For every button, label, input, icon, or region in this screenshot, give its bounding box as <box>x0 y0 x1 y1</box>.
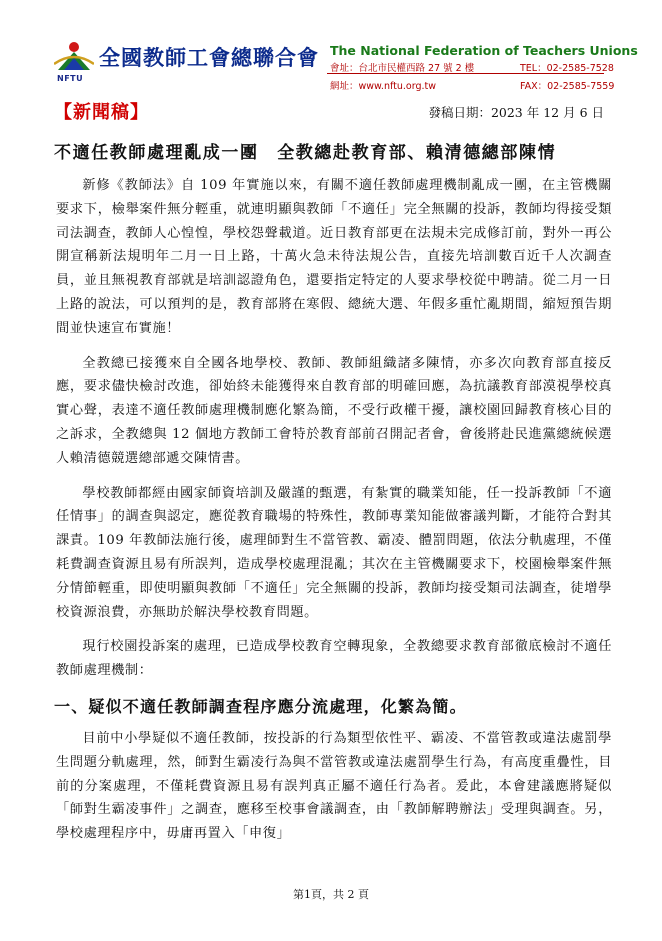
body-paragraph: 學校教師都經由國家師資培訓及嚴謹的甄選，有紮實的職業知能，任一投訴教師「不適任情事」的調查與認定，應從教育職場的特殊性，教師專業知能做審議判斷，才能符合對其課責。109 年教師法施行後，處理師對生不當管教、霸凌、體罰問題，依法分軌處理，不僅耗費調查資源且易有所誤判，造成學校處理混亂；其次在主管機關要求下，校園檢舉案件無分情節輕重，即使明顯與教師「不適任」完全無關的投訴，教師均接受類司法調查，徒增學校資源浪費，亦無助於解決學校教育問題。 <box>56 485 612 620</box>
body-paragraph: 新修《教師法》自 109 年實施以來，有關不適任教師處理機制亂成一團，在主管機關要求下，檢舉案件無分輕重，就連明顯與教師「不適任」完全無關的投訴，教師均得接受類司法調查，教師人心惶惶，學校怨聲載道。近日教育部更在法規未完成修訂前，對外一再公開宣稱新法規明年二月一日上路，十萬火急未待法規公告，直接先培訓數百近千人次調查員，並且無視教育部就是培訓認證角色，還要指定特定的人要求學校從中聘請。從二月一日上路的說法，可以預判的是，教育部將在寒假、總統大選、年假多重忙亂期間，縮短預告期間並快速宣布實施！ <box>56 178 612 336</box>
body-paragraph: 現行校園投訴案的處理，已造成學校教育空轉現象，全教總要求教育部徹底檢討不適任教師處理機制： <box>56 639 612 679</box>
org-telephone: TEL：02-2585-7528 <box>520 63 614 74</box>
body-paragraph: 全教總已接獲來自全國各地學校、教師、教師組織諸多陳情，亦多次向教育部直接反應，要求儘快檢討改進，卻始終未能獲得來自教育部的明確回應，為抗議教育部漠視學校真實心聲，表達不適任教師處理機制應化繁為簡，不受行政權干擾，讓校園回歸教育核心目的之訴求，全教總與 12 個地方教師工會特於教育部前召開記者會，會後將赴民進黨總統候選人賴清德競選總部遞交陳情書。 <box>56 355 612 466</box>
press-body <box>56 174 612 857</box>
press-release-tag: 【新聞稿】 <box>54 102 149 123</box>
org-website: 網址：www.nftu.org.tw <box>330 81 437 92</box>
nftu-logo-icon <box>54 40 94 74</box>
section-paragraph: 目前中小學疑似不適任教師，按投訴的行為類型依性平、霸凌、不當管教或違法處罰學生問題分軌處理，然，師對生霸凌行為與不當管教或違法處罰學生行為，有高度重疊性，目前的分案處理，不僅耗費資源且易有誤判真正屬不適任行為者。爰此，本會建議應將疑似「師對生霸凌事件」之調查，應移至校事會議調查，由「教師解聘辦法」受理與調查。另，學校處理程序中，毋庸再置入「申復」 <box>56 730 612 842</box>
release-date: 發稿日期：2023 年 12 月 6 日 <box>428 105 604 120</box>
org-address: 會址：台北市民權西路 27 號 2 樓 <box>330 63 475 74</box>
logo-abbreviation: NFTU <box>57 74 84 83</box>
section-heading: 一、疑似不適任教師調查程序應分流處理，化繁為簡。 <box>54 696 467 716</box>
org-name-chinese: 全國教師工會總聯合會 <box>99 46 319 70</box>
org-fax: FAX：02-2585-7559 <box>520 81 615 92</box>
press-title: 不適任教師處理亂成一團 全教總赴教育部、賴清德總部陳情 <box>54 143 557 163</box>
org-name-english: The National Federation of Teachers Unions <box>330 43 638 58</box>
page-number: 第1頁，共 2 頁 <box>293 888 369 901</box>
